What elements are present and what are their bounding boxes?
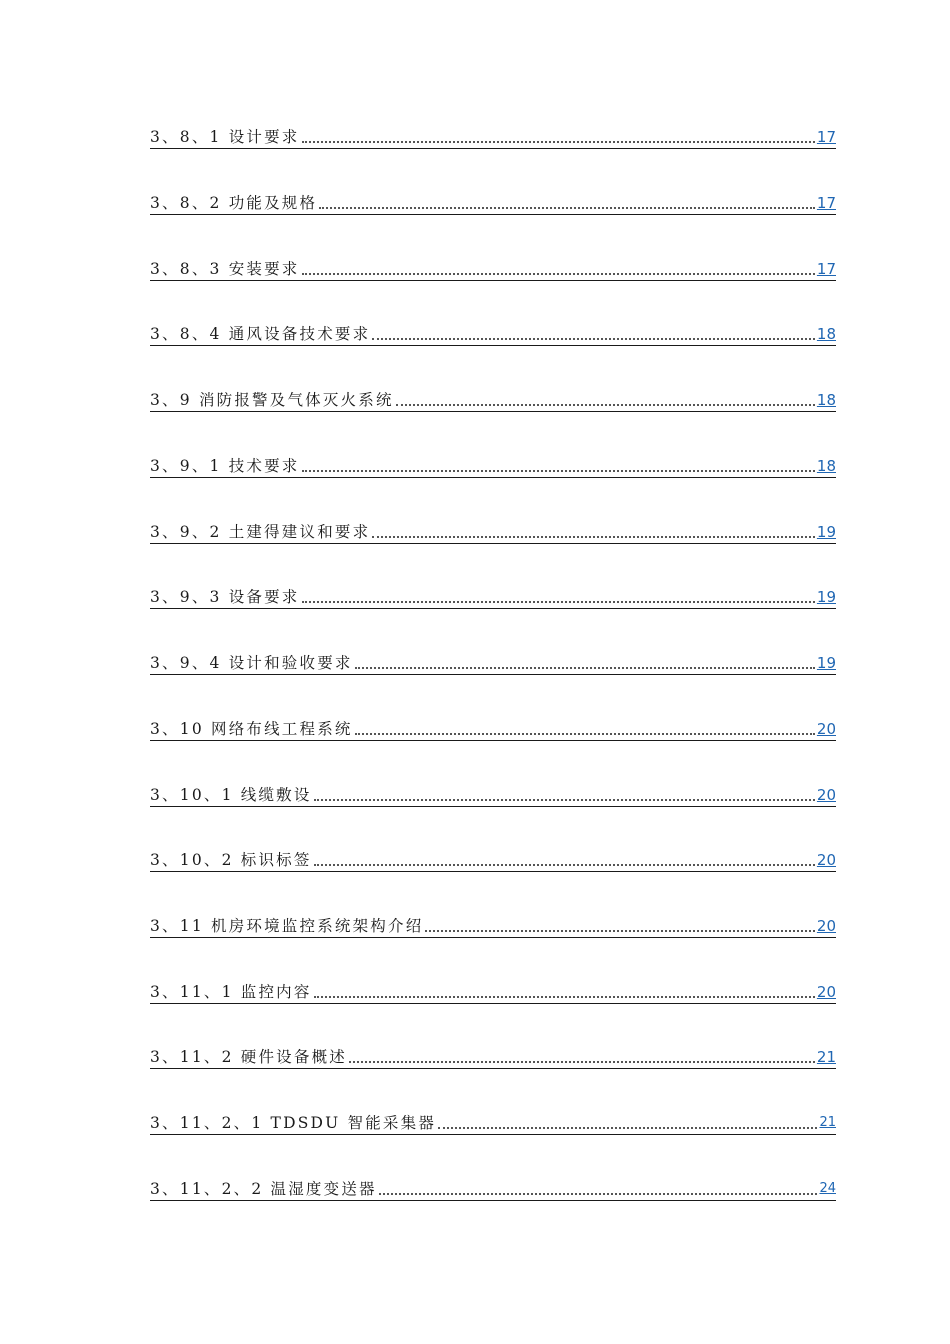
toc-page-number[interactable]: 20 (816, 851, 836, 869)
toc-dot-leader (302, 141, 815, 143)
toc-entry[interactable] (150, 124, 836, 149)
toc-dot-leader (302, 601, 815, 603)
toc-dot-leader (396, 404, 815, 406)
toc-dot-leader (372, 338, 815, 340)
toc-page-number[interactable]: 18 (816, 391, 836, 409)
toc-dot-leader (438, 1127, 817, 1129)
toc-entry-title: 3、8、1 设计要求 (150, 128, 300, 146)
toc-entry[interactable] (150, 453, 836, 478)
toc-entry-title: 3、8、3 安装要求 (150, 260, 300, 278)
toc-entry-title: 3、11 机房环境监控系统架构介绍 (150, 917, 424, 935)
toc-page-number[interactable]: 20 (816, 917, 836, 935)
toc-entry-title: 3、10 网络布线工程系统 (150, 720, 353, 738)
toc-dot-leader (314, 864, 815, 866)
toc-page-number[interactable]: 24 (819, 1181, 836, 1196)
toc-entry-title: 3、11、2、2 温湿度变送器 (150, 1180, 377, 1198)
toc-dot-leader (355, 667, 815, 669)
toc-page-number[interactable]: 19 (816, 588, 836, 606)
toc-dot-leader (372, 536, 815, 538)
toc-entry-title: 3、11、2、1 TDSDU 智能采集器 (150, 1114, 437, 1132)
toc-dot-leader (355, 733, 815, 735)
toc-dot-leader (349, 1061, 815, 1063)
toc-page-number[interactable]: 20 (816, 786, 836, 804)
toc-entry[interactable] (150, 716, 836, 741)
toc-dot-leader (319, 207, 815, 209)
toc-entry[interactable] (150, 979, 836, 1004)
toc-entry[interactable] (150, 387, 836, 412)
toc-entry-title: 3、10、1 线缆敷设 (150, 786, 312, 804)
toc-entry-title: 3、10、2 标识标签 (150, 851, 312, 869)
toc-page-number[interactable]: 20 (816, 720, 836, 738)
toc-entry-title: 3、11、1 监控内容 (150, 983, 312, 1001)
toc-entry[interactable] (150, 1110, 836, 1135)
toc-entry-title: 3、9、3 设备要求 (150, 588, 300, 606)
toc-page-number[interactable]: 20 (816, 983, 836, 1001)
toc-entry-title: 3、9 消防报警及气体灭火系统 (150, 391, 394, 409)
toc-entry[interactable] (150, 1176, 836, 1201)
toc-entry[interactable] (150, 1044, 836, 1069)
toc-dot-leader (302, 470, 815, 472)
toc-entry[interactable] (150, 782, 836, 807)
toc-dot-leader (314, 996, 815, 998)
toc-entry[interactable] (150, 913, 836, 938)
toc-page-number[interactable]: 18 (816, 457, 836, 475)
toc-page-number[interactable]: 17 (816, 194, 836, 212)
toc-entry-title: 3、8、4 通风设备技术要求 (150, 325, 371, 343)
toc-entry[interactable] (150, 256, 836, 281)
toc-entry[interactable] (150, 190, 836, 215)
toc-entry-title: 3、9、2 土建得建议和要求 (150, 523, 371, 541)
toc-entry[interactable] (150, 584, 836, 609)
toc-entry-title: 3、9、4 设计和验收要求 (150, 654, 353, 672)
toc-page-number[interactable]: 21 (816, 1048, 836, 1066)
toc-dot-leader (425, 930, 814, 932)
toc-entry[interactable] (150, 519, 836, 544)
toc-dot-leader (314, 799, 815, 801)
toc-dot-leader (302, 273, 815, 275)
toc-page-number[interactable]: 18 (816, 325, 836, 343)
toc-entry[interactable] (150, 321, 836, 346)
toc-page-number[interactable]: 21 (819, 1115, 836, 1130)
toc-entry-title: 3、8、2 功能及规格 (150, 194, 318, 212)
toc-entry-title: 3、9、1 技术要求 (150, 457, 300, 475)
toc-page-number[interactable]: 19 (816, 523, 836, 541)
toc-page-number[interactable]: 17 (816, 260, 836, 278)
toc-page-number[interactable]: 17 (816, 128, 836, 146)
toc-page-number[interactable]: 19 (816, 654, 836, 672)
toc-dot-leader (379, 1193, 818, 1195)
toc-entry[interactable] (150, 847, 836, 872)
toc-entry[interactable] (150, 650, 836, 675)
toc-entry-title: 3、11、2 硬件设备概述 (150, 1048, 347, 1066)
